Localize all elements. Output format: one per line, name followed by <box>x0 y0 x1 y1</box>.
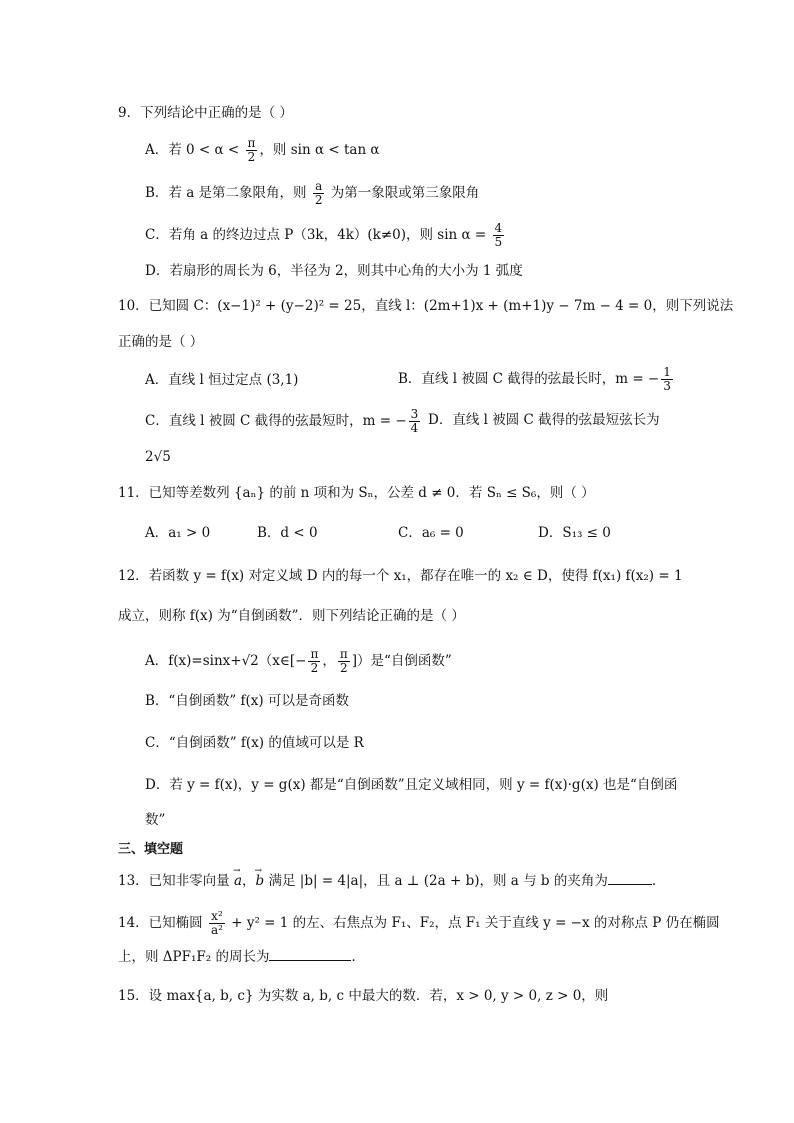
q9-b-den: 2 <box>314 193 323 207</box>
q9-b-post: 为第一象限或第三象限角 <box>326 185 480 201</box>
q12-option-d-cont: 数” <box>145 812 166 828</box>
q11-option-b: B．d < 0 <box>257 525 318 541</box>
q12-option-b: B．“自倒函数” f(x) 可以是奇函数 <box>145 693 349 709</box>
q12-a-post: ]）是“自倒函数” <box>351 653 452 669</box>
q10-b-num: 1 <box>663 365 671 379</box>
q12-a-den2: 2 <box>339 661 348 675</box>
q9-c-num: 4 <box>494 221 503 235</box>
q9-a-pre: A．若 0 < α < <box>145 142 244 158</box>
q11-option-c: C．a₆ = 0 <box>398 525 464 541</box>
q12-a-pre: A．f(x)=sinx+√2（x∈[− <box>145 653 307 669</box>
q14-line2-post: ． <box>351 949 365 965</box>
q10-option-d: D．直线 l 被圆 C 截得的弦最短弦长为 <box>428 412 660 428</box>
q12-line1: 12．若函数 y = f(x) 对定义域 D 内的每一个 x₁，都存在唯一的 x₂ ∈ D，使得 f(x₁) f(x₂) = 1 <box>118 568 683 584</box>
q9-c-pre: C．若角 a 的终边过点 P（3k，4k）(k≠0)，则 sin α = <box>145 227 491 243</box>
q9-option-c <box>145 222 506 249</box>
q14-num: x² <box>211 909 223 923</box>
q10-option-c <box>145 408 422 435</box>
q12-option-c: C．“自倒函数” f(x) 的值域可以是 R <box>145 735 364 751</box>
q10-b-den: 3 <box>663 379 671 393</box>
q10-c-num: 3 <box>410 407 419 421</box>
q14-mid: + y² = 1 的左、右焦点为 F₁、F₂，点 F₁ 关于直线 y = −x 的对称点 P 仍在椭圆 <box>226 915 720 931</box>
q12-a-fraction-2 <box>338 648 350 675</box>
q11-stem: 11．已知等差数列 {aₙ} 的前 n 项和为 Sₙ，公差 d ≠ 0．若 Sₙ ≤ S₆，则（ ） <box>118 485 595 501</box>
q12-option-a <box>145 648 452 675</box>
q9-option-a <box>145 137 380 164</box>
q9-a-num: π <box>247 136 256 150</box>
q13-vector-b: → b <box>256 871 265 891</box>
q10-c-fraction <box>409 408 421 435</box>
q13-vector-a: → a <box>234 871 242 891</box>
q14-line2 <box>118 946 365 967</box>
q9-option-d: D．若扇形的周长为 6，半径为 2，则其中心角的大小为 1 弧度 <box>145 263 523 279</box>
q9-a-post: ，则 sin α < tan α <box>259 142 380 158</box>
q14-fraction <box>209 910 225 937</box>
q13-answer-blank[interactable] <box>608 870 652 885</box>
q13-stem <box>118 870 665 891</box>
q9-b-num: a <box>315 179 323 193</box>
q9-option-b <box>145 180 479 207</box>
q14-den: a² <box>210 923 223 937</box>
q13-pre: 13．已知非零向量 <box>118 873 234 889</box>
q9-b-pre: B．若 a 是第二象限角，则 <box>145 185 311 201</box>
q14-answer-blank[interactable] <box>269 946 351 961</box>
q13-mid1: ， <box>242 873 256 889</box>
q15-stem: 15．设 max{a, b, c} 为实数 a, b, c 中最大的数．若，x > 0, y > 0, z > 0，则 <box>118 988 609 1004</box>
q10-option-a: A．直线 l 恒过定点 (3,1) <box>145 372 299 388</box>
q12-a-num1: π <box>310 647 319 661</box>
section-heading: 三、填空题 <box>118 842 184 857</box>
q10-b-fraction <box>661 366 673 393</box>
q9-c-fraction <box>493 222 505 249</box>
q12-a-fraction-1 <box>308 648 320 675</box>
q10-c-pre: C．直线 l 被圆 C 截得的弦最短时，m = − <box>145 413 407 429</box>
q9-b-fraction <box>313 180 325 207</box>
q10-option-b <box>398 366 675 393</box>
q11-option-d: D．S₁₃ ≤ 0 <box>538 525 611 541</box>
q12-a-mid: ， <box>322 653 336 669</box>
q9-a-fraction <box>246 137 258 164</box>
q9-a-den: 2 <box>247 150 256 164</box>
q10-line1: 10．已知圆 C：(x−1)² + (y−2)² = 25，直线 l：(2m+1)x + (m+1)y − 7m − 4 = 0，则下列说法 <box>118 298 734 314</box>
q9-stem: 9．下列结论中正确的是（ ） <box>118 105 293 121</box>
q10-option-d-cont: 2√5 <box>145 449 171 465</box>
q9-c-den: 5 <box>494 235 503 249</box>
q12-line2: 成立，则称 f(x) 为“自倒函数”．则下列结论正确的是（ ） <box>118 608 465 624</box>
q13-mid2: 满足 |b| = 4|a|，且 a ⊥ (2a + b)，则 a 与 b 的夹角为 <box>264 873 608 889</box>
q12-option-d: D．若 y = f(x)，y = g(x) 都是“自倒函数”且定义域相同，则 y = f(x)·g(x) 也是“自倒函 <box>145 777 678 793</box>
q10-b-pre: B．直线 l 被圆 C 截得的弦最长时，m = − <box>398 371 660 387</box>
q10-c-den: 4 <box>410 421 419 435</box>
q12-a-den1: 2 <box>310 661 319 675</box>
q13-post: ． <box>651 873 666 889</box>
q14-pre: 14．已知椭圆 <box>118 915 207 931</box>
q11-option-a: A．a₁ > 0 <box>145 525 211 541</box>
q12-a-num2: π <box>339 647 348 661</box>
q14-line1 <box>118 910 720 937</box>
q10-line2: 正确的是（ ） <box>118 334 204 350</box>
q14-line2-pre: 上，则 ΔPF₁F₂ 的周长为 <box>118 949 270 965</box>
